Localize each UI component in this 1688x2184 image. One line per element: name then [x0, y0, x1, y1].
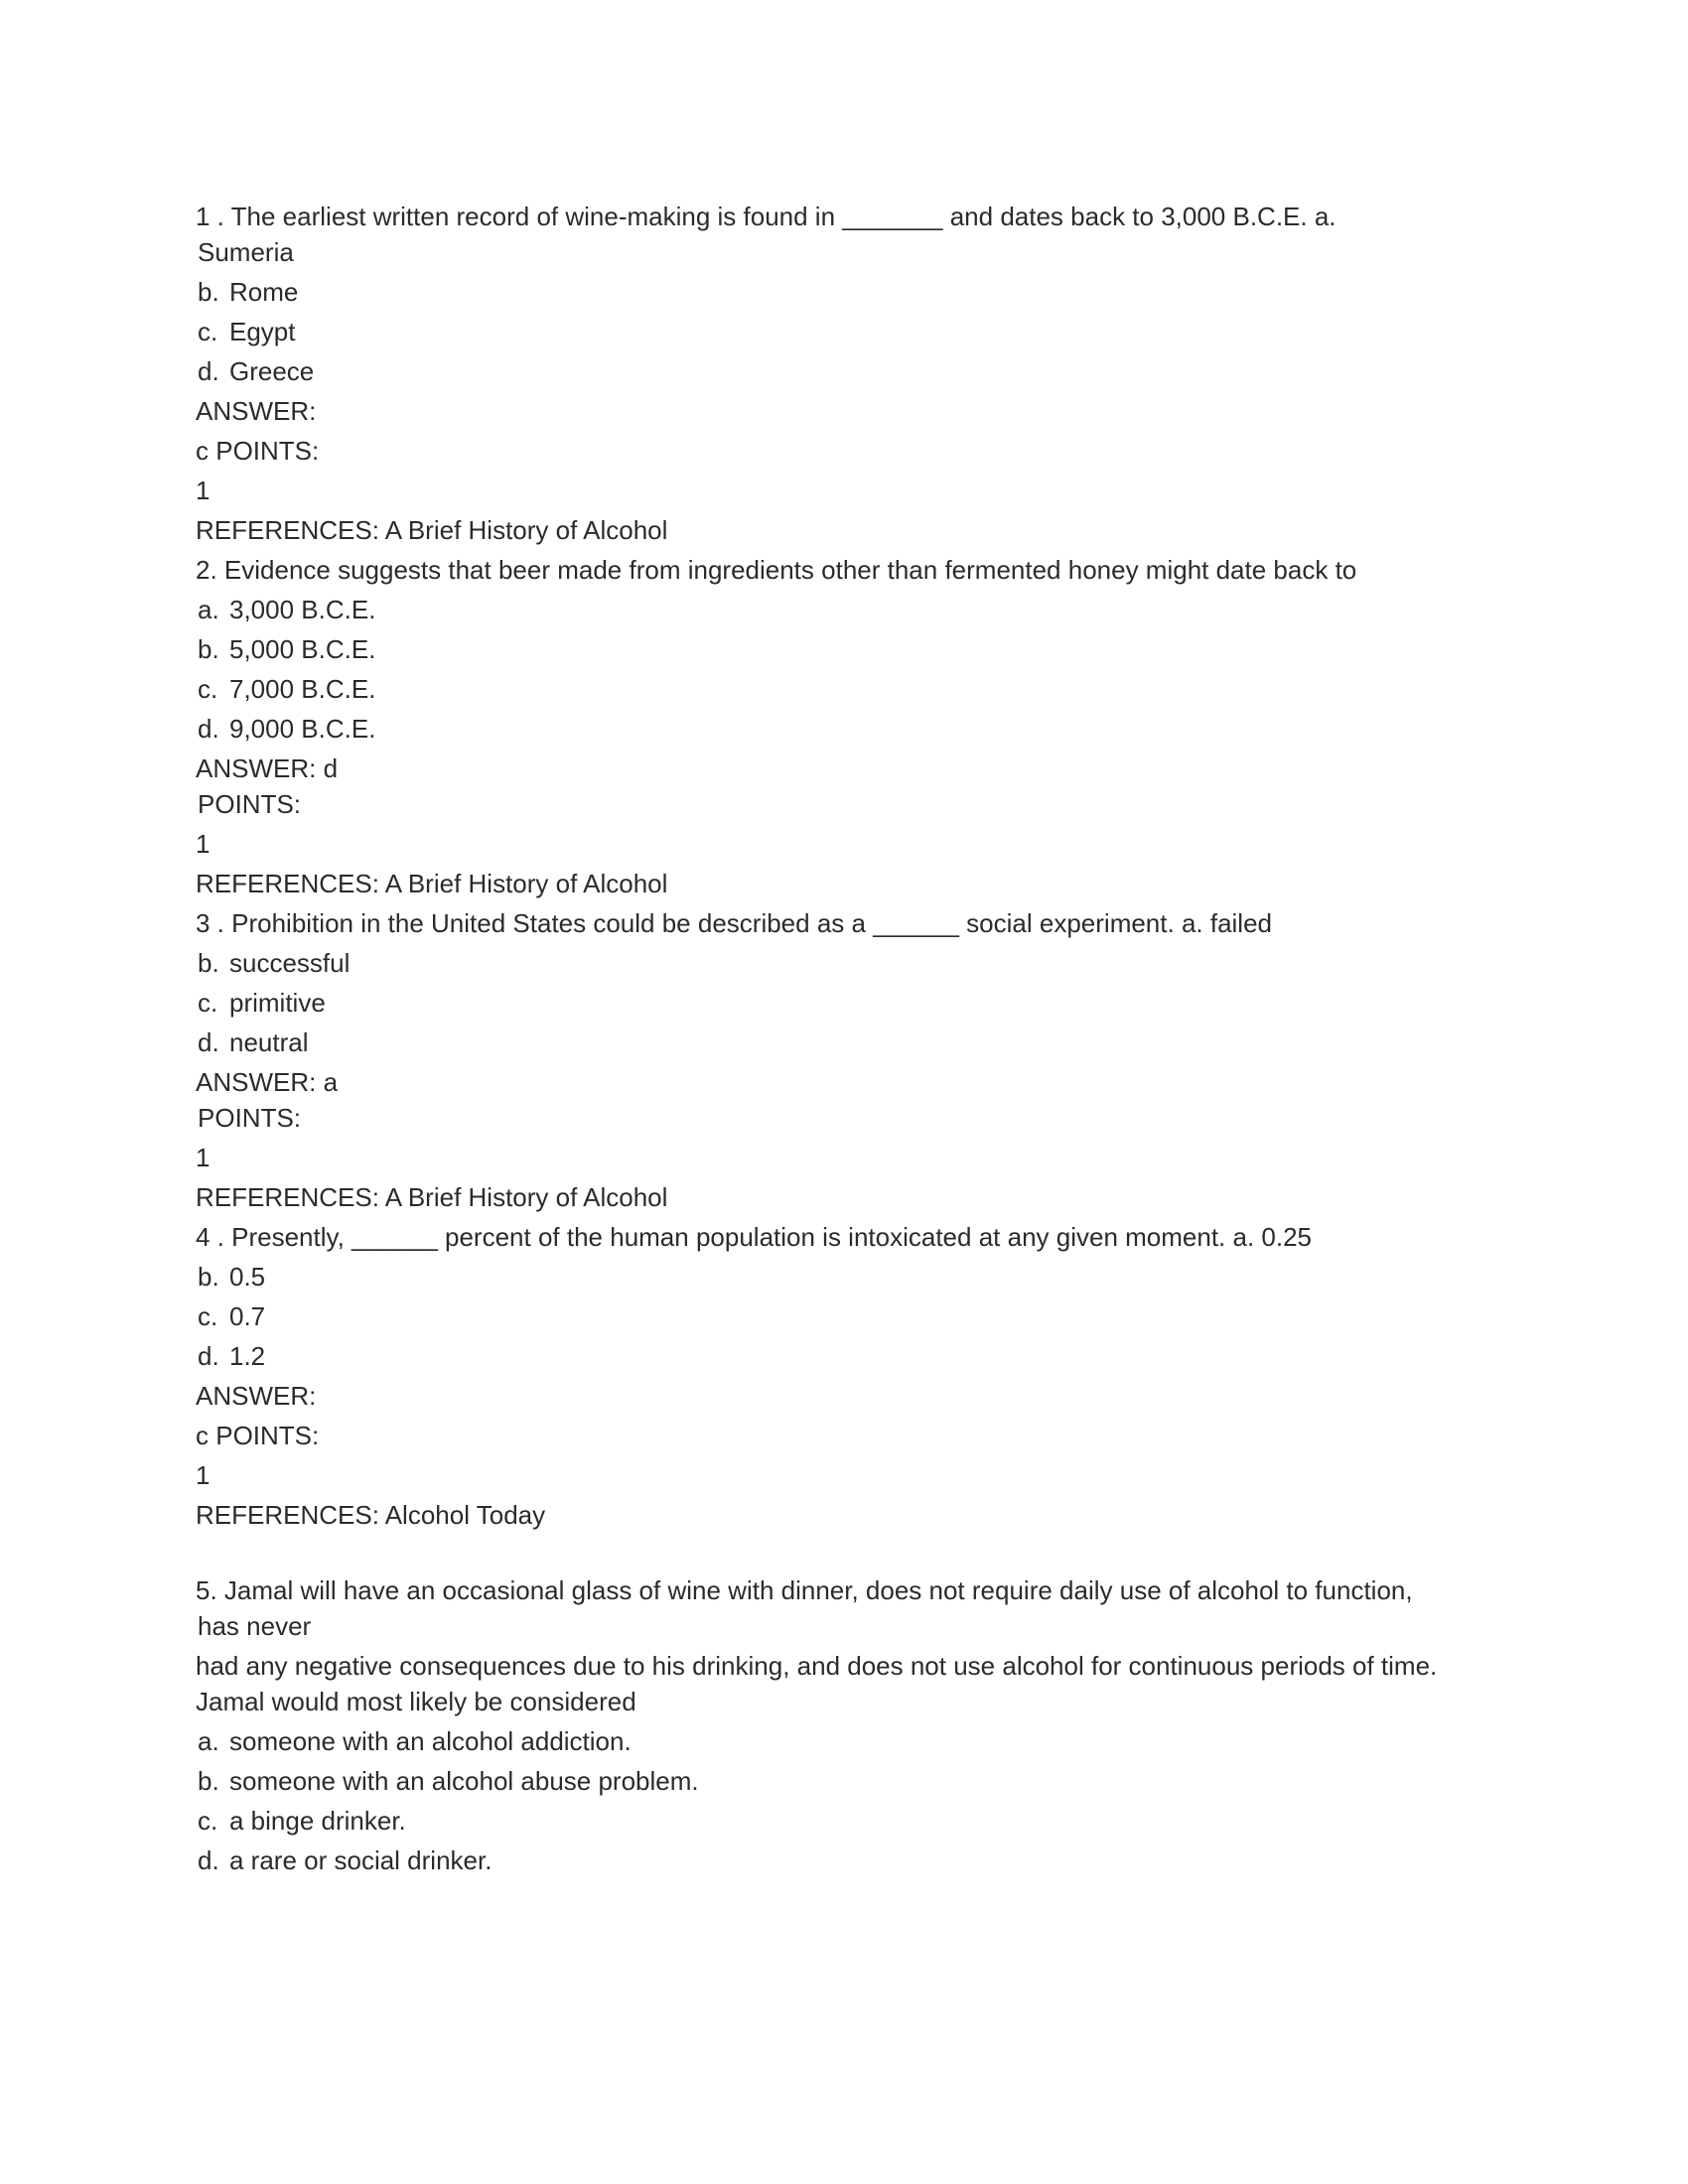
option-b	[198, 274, 1506, 310]
option-c	[198, 314, 1506, 349]
answer-value: c POINTS:	[196, 1421, 320, 1450]
option-text: primitive	[229, 988, 326, 1018]
points-value: 1	[196, 1460, 211, 1490]
option-text: a rare or social drinker.	[229, 1845, 492, 1875]
question-1	[196, 199, 1506, 548]
option-letter: a.	[198, 1726, 219, 1756]
points-label: POINTS:	[198, 1103, 302, 1133]
option-letter: d.	[198, 356, 219, 386]
option-d	[198, 1024, 1506, 1060]
question-2	[196, 552, 1506, 901]
option-a	[198, 592, 1506, 627]
question-5	[196, 1572, 1506, 1878]
question-stem-continued: had any negative consequences due to his drinking, and does not use alcohol for continuous periods of time.	[196, 1651, 1438, 1681]
option-text: 9,000 B.C.E.	[229, 714, 376, 744]
option-c	[198, 1803, 1506, 1839]
option-text: 0.7	[229, 1301, 266, 1331]
option-letter: c.	[198, 674, 218, 704]
option-letter: b.	[198, 634, 219, 664]
option-letter: b.	[198, 277, 219, 307]
question-4	[196, 1219, 1506, 1533]
option-letter: b.	[198, 1766, 219, 1796]
question-stem: 4 . Presently, ______ percent of the human population is intoxicated at any given moment. a. 0.25	[196, 1222, 1313, 1252]
option-b	[198, 1259, 1506, 1295]
points-label: POINTS:	[198, 789, 302, 819]
option-text: 1.2	[229, 1341, 266, 1371]
question-stem: 1 . The earliest written record of wine-making is found in _______ and dates back to 3,000 B.C.E. a.	[196, 202, 1336, 231]
option-letter: d.	[198, 1845, 219, 1875]
option-letter: c.	[198, 317, 218, 346]
option-b	[198, 1763, 1506, 1799]
option-d	[198, 711, 1506, 747]
question-stem: 2. Evidence suggests that beer made from ingredients other than fermented honey might date back to	[196, 555, 1357, 585]
option-text: someone with an alcohol addiction.	[229, 1726, 632, 1756]
option-letter: d.	[198, 714, 219, 744]
option-letter: d.	[198, 1027, 219, 1057]
option-text: 7,000 B.C.E.	[229, 674, 376, 704]
option-text: neutral	[229, 1027, 309, 1057]
option-text: Greece	[229, 356, 315, 386]
question-stem-continued: Jamal would most likely be considered	[196, 1687, 636, 1716]
references: REFERENCES: A Brief History of Alcohol	[196, 1182, 668, 1212]
option-c	[198, 985, 1506, 1021]
option-text: 0.5	[229, 1262, 266, 1292]
option-c	[198, 671, 1506, 707]
references: REFERENCES: Alcohol Today	[196, 1500, 546, 1530]
option-letter: b.	[198, 1262, 219, 1292]
answer-label: ANSWER:	[196, 1381, 317, 1411]
option-text: Rome	[229, 277, 299, 307]
question-stem: 5. Jamal will have an occasional glass of wine with dinner, does not require daily use of alcohol to function,	[196, 1575, 1413, 1605]
question-stem: 3 . Prohibition in the United States could be described as a ______ social experiment. a. failed	[196, 908, 1273, 938]
option-text: 5,000 B.C.E.	[229, 634, 376, 664]
option-a	[198, 1723, 1506, 1759]
option-text: a binge drinker.	[229, 1806, 406, 1836]
points-value: 1	[196, 829, 211, 859]
option-text: successful	[229, 948, 351, 978]
option-b	[198, 945, 1506, 981]
points-value: 1	[196, 1143, 211, 1172]
option-text: Egypt	[229, 317, 296, 346]
question-3	[196, 905, 1506, 1215]
option-c	[198, 1298, 1506, 1334]
references: REFERENCES: A Brief History of Alcohol	[196, 869, 668, 898]
answer-line: ANSWER: d	[196, 753, 339, 783]
references: REFERENCES: A Brief History of Alcohol	[196, 515, 668, 545]
answer-value: c POINTS:	[196, 436, 320, 466]
option-b	[198, 631, 1506, 667]
section-spacer	[196, 1537, 1506, 1572]
option-d	[198, 353, 1506, 389]
option-text: 3,000 B.C.E.	[229, 595, 376, 624]
option-letter: c.	[198, 988, 218, 1018]
question-stem-continued: Sumeria	[198, 237, 294, 267]
question-stem-continued: has never	[198, 1611, 312, 1641]
option-text: someone with an alcohol abuse problem.	[229, 1766, 699, 1796]
answer-label: ANSWER:	[196, 396, 317, 426]
answer-line: ANSWER: a	[196, 1067, 339, 1097]
option-letter: d.	[198, 1341, 219, 1371]
document-page	[196, 199, 1506, 1882]
option-letter: b.	[198, 948, 219, 978]
points-value: 1	[196, 476, 211, 505]
option-d	[198, 1338, 1506, 1374]
option-letter: c.	[198, 1301, 218, 1331]
option-letter: a.	[198, 595, 219, 624]
option-d	[198, 1843, 1506, 1878]
option-letter: c.	[198, 1806, 218, 1836]
